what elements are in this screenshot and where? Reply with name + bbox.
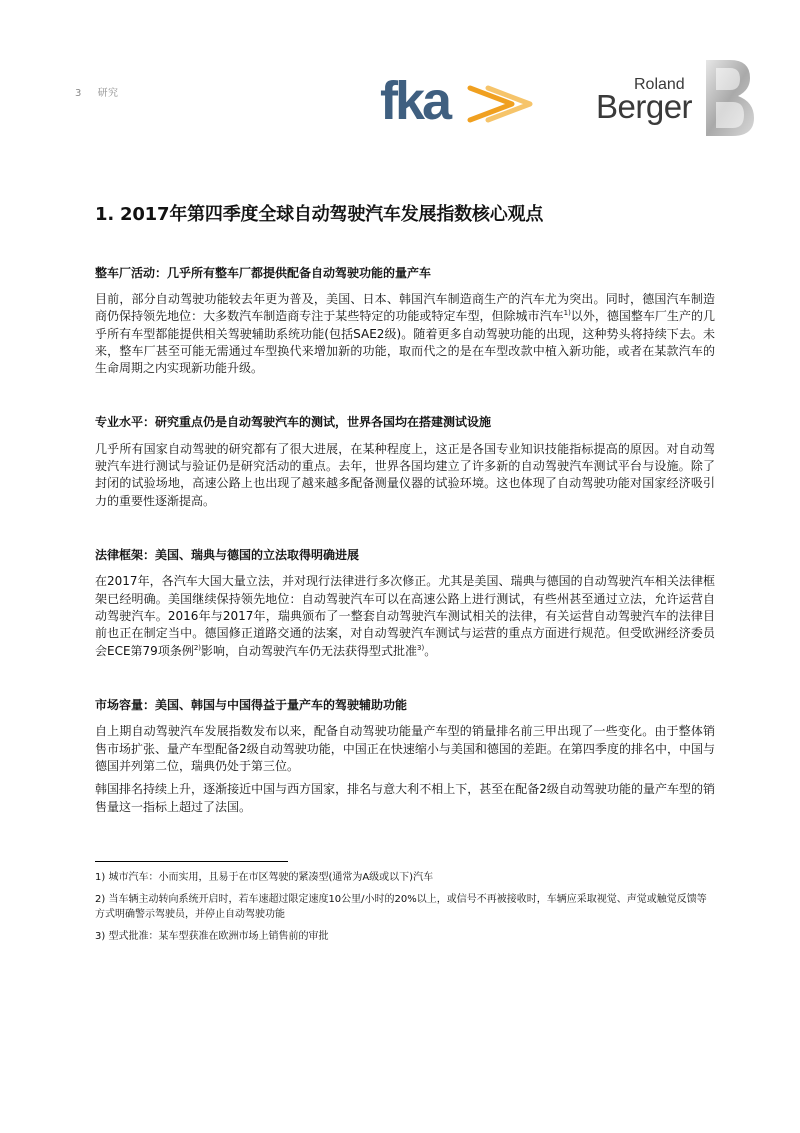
section-title: 整车厂活动：几乎所有整车厂都提供配备自动驾驶功能的量产车 [95,265,432,280]
section-paragraph: 目前，部分自动驾驶功能较去年更为普及，美国、日本、韩国汽车制造商生产的汽车尤为突出。同时，德国汽车制造商仍保持领先地位：大多数汽车制造商专注于某些特定的功能或特定车型，但除城市汽车$^{1)}$以外，德国整车厂生产的几乎所有车型都能提供相关驾驶辅助系统功能(包括SAE2级)。随着更多自动驾驶功能的出现，这种势头将持续下去。未来，整车厂甚至可能无需通过车型换代来增加新的功能，取而代之的是在车型改款中植入新功能，或者在某款汽车的生命周期之内实现新功能升级。 [95,291,715,376]
section-oem-activity [95,266,715,378]
footnote-divider [95,861,288,862]
footnote-ref-1: 1) [563,309,571,318]
rb-logo-roland: Roland [634,76,685,93]
footnote-ref-2: 2) [193,643,202,652]
fka-logo [380,71,450,131]
footnote-3: 3) 型式批准：某车型获准在欧洲市场上销售前的审批 [95,931,329,942]
section-title: 专业水平：研究重点仍是自动驾驶汽车的测试，世界各国均在搭建测试设施 [95,415,492,430]
rb-logo-berger: Berger [596,88,693,125]
roland-berger-logo [596,58,756,138]
section-expertise [95,415,715,510]
page-title: 1. 2017年第四季度全球自动驾驶汽车发展指数核心观点 [95,204,544,225]
main-content [95,204,715,854]
footnotes [95,861,715,951]
page-number: 3 [75,88,82,99]
section-title: 法律框架：美国、瑞典与德国的立法取得明确进展 [95,548,360,563]
page-header-meta [75,84,119,99]
footnote-2: 2) 当车辆主动转向系统开启时，若车速超过限定速度10公里/小时的20%以上，或信号不再被接收时，车辆应采取视觉、声觉或触觉反馈等方式明确警示驾驶员，并停止自动驾驶功能 [95,894,707,920]
rb-b-mark-icon [700,58,756,138]
section-paragraph: 在2017年，各汽车大国大量立法，并对现行法律进行多次修正。尤其是美国、瑞典与德国的自动驾驶汽车相关法律框架已经明确。美国继续保持领先地位：自动驾驶汽车可以在高速公路上进行测试，有些州甚至通过立法，允许运营自动驾驶汽车。2016年与2017年，瑞典颁布了一整套自动驾驶汽车测试相关的法律，有关运营自动驾驶汽车的法律目前也正在制定当中。德国修正道路交通的法案，对自动驾驶汽车测试与运营的重点方面进行规范。但受欧洲经济委员会ECE第79项条例$^{2)}$影响，自动驾驶汽车仍无法获得型式批准$^{3)}$。 [95,574,715,658]
fka-logo-text: fka [380,71,450,131]
section-legal-framework [95,548,715,660]
fka-chevron-icon [466,84,536,124]
section-market-volume [95,698,715,816]
footnote-1: 1) 城市汽车：小而实用，且易于在市区驾驶的紧凑型(通常为A级或以下)汽车 [95,872,434,883]
footnote-ref-3: 3) [417,643,425,652]
section-label: 研究 [97,88,119,99]
section-paragraph: 韩国排名持续上升，逐渐接近中国与西方国家，排名与意大利不相上下，甚至在配备2级自动驾驶功能的量产车型的销售量这一指标上超过了法国。 [95,782,715,814]
section-paragraph: 几乎所有国家自动驾驶的研究都有了很大进展，在某种程度上，这正是各国专业知识技能指标提高的原因。对自动驾驶汽车进行测试与验证仍是研究活动的重点。去年，世界各国均建立了许多新的自动驾驶汽车测试平台与设施。除了封闭的试验场地，高速公路上也出现了越来越多配备测量仪器的试验环境。这也体现了自动驾驶功能对国家经济吸引力的重要性逐渐提高。 [95,441,715,508]
section-paragraph: 自上期自动驾驶汽车发展指数发布以来，配备自动驾驶功能量产车型的销量排名前三甲出现了一些变化。由于整体销售市场扩张、量产车型配备2级自动驾驶功能，中国正在快速缩小与美国和德国的差距。在第四季度的排名中，中国与德国并列第二位，瑞典仍处于第三位。 [95,724,715,773]
section-title: 市场容量：美国、韩国与中国得益于量产车的驾驶辅助功能 [95,697,408,712]
